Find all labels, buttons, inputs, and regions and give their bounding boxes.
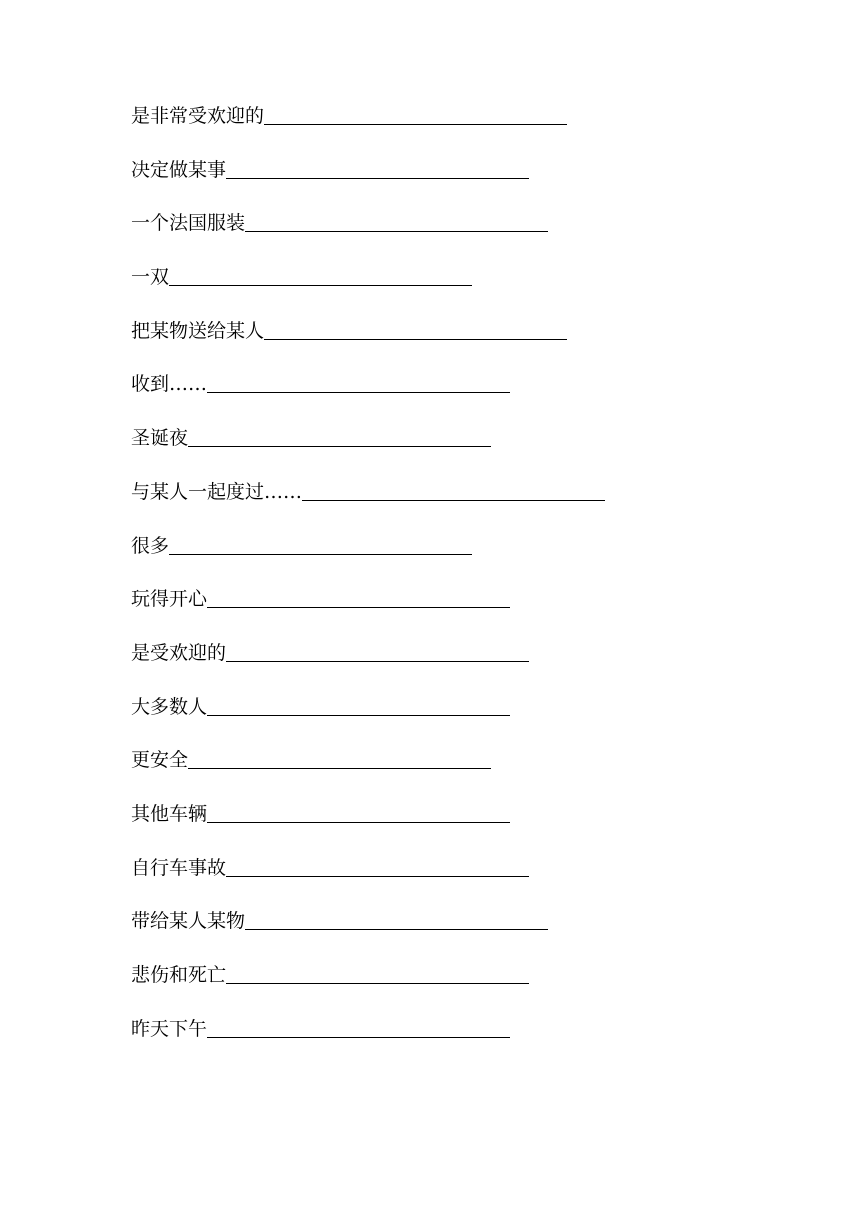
- list-item: [131, 103, 831, 157]
- item-prompt: 带给某人某物: [131, 910, 246, 933]
- list-item: [131, 694, 831, 748]
- item-prompt: 决定做某事: [131, 158, 227, 181]
- list-item: [131, 586, 831, 640]
- list-item: [131, 318, 831, 372]
- item-prompt: 很多: [131, 534, 170, 557]
- list-item: [131, 425, 831, 479]
- item-prompt: 把某物送给某人: [131, 319, 265, 342]
- answer-blank[interactable]: [188, 425, 491, 447]
- answer-blank[interactable]: [169, 264, 472, 286]
- item-prompt: 玩得开心: [131, 588, 208, 611]
- answer-blank[interactable]: [169, 533, 472, 555]
- answer-blank[interactable]: [207, 586, 510, 608]
- item-prompt: 更安全: [131, 749, 189, 772]
- answer-blank[interactable]: [207, 694, 510, 716]
- answer-blank[interactable]: [264, 318, 567, 340]
- answer-blank[interactable]: [302, 479, 605, 501]
- list-item: [131, 640, 831, 694]
- list-item: [131, 533, 831, 587]
- answer-blank[interactable]: [188, 747, 491, 769]
- item-prompt: 是受欢迎的: [131, 641, 227, 664]
- answer-blank[interactable]: [226, 640, 529, 662]
- answer-blank[interactable]: [226, 962, 529, 984]
- list-item: [131, 371, 831, 425]
- list-item: [131, 210, 831, 264]
- item-prompt: 收到……: [131, 373, 208, 396]
- list-item: [131, 747, 831, 801]
- list-item: [131, 855, 831, 909]
- answer-blank[interactable]: [245, 908, 548, 930]
- item-prompt: 一个法国服装: [131, 212, 246, 235]
- list-item: [131, 801, 831, 855]
- list-item: [131, 479, 831, 533]
- answer-blank[interactable]: [226, 157, 529, 179]
- item-prompt: 其他车辆: [131, 802, 208, 825]
- item-prompt: 圣诞夜: [131, 427, 189, 450]
- answer-blank[interactable]: [264, 103, 567, 125]
- answer-blank[interactable]: [207, 371, 510, 393]
- list-item: [131, 1016, 831, 1070]
- item-prompt: 与某人一起度过……: [131, 480, 303, 503]
- answer-blank[interactable]: [245, 210, 548, 232]
- list-item: [131, 264, 831, 318]
- item-prompt: 大多数人: [131, 695, 208, 718]
- answer-blank[interactable]: [207, 1016, 510, 1038]
- answer-blank[interactable]: [226, 855, 529, 877]
- item-prompt: 自行车事故: [131, 856, 227, 879]
- worksheet: [131, 103, 831, 1069]
- item-prompt: 悲伤和死亡: [131, 964, 227, 986]
- item-prompt: 昨天下午: [131, 1017, 208, 1040]
- item-prompt: 一双: [131, 266, 170, 289]
- list-item: [131, 908, 831, 962]
- answer-blank[interactable]: [207, 801, 510, 823]
- list-item: [131, 157, 831, 211]
- item-prompt: 是非常受欢迎的: [131, 105, 265, 127]
- list-item: [131, 962, 831, 1016]
